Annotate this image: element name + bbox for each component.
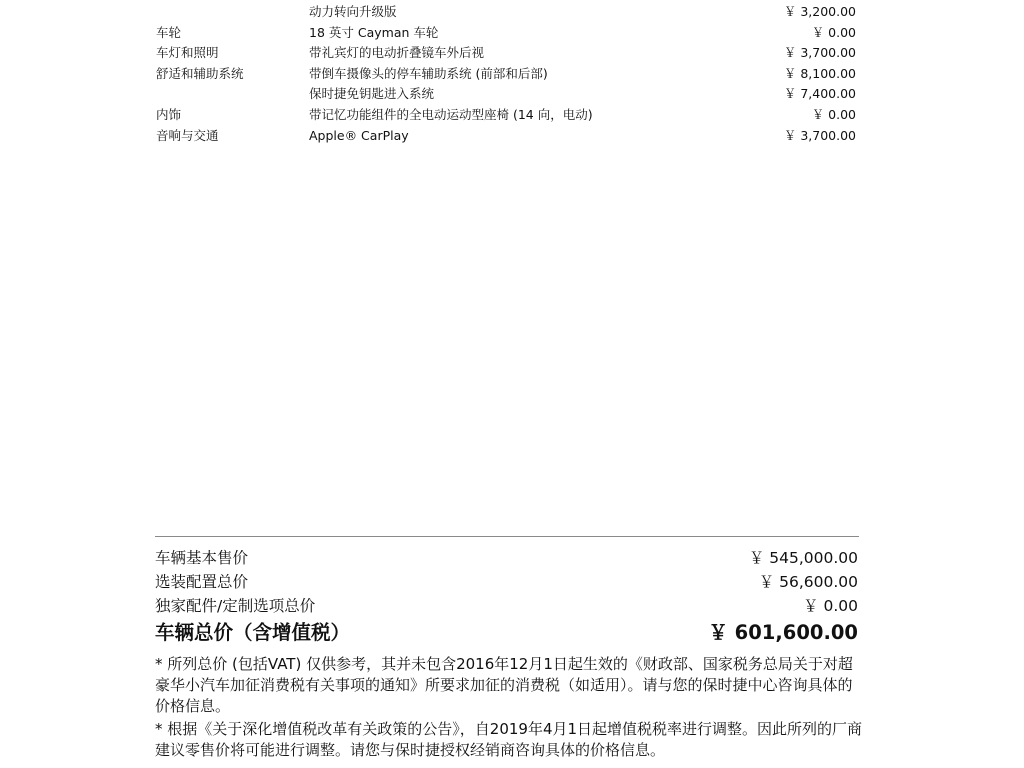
option-description: 带礼宾灯的电动折叠镜车外后视: [309, 45, 485, 61]
option-description: 动力转向升级版: [309, 4, 397, 19]
option-category: 舒适和辅助系统: [156, 65, 244, 81]
option-price: ￥ 3,700.00: [783, 45, 856, 61]
options-total-label: 选装配置总价: [155, 573, 249, 591]
option-row: [156, 2, 858, 23]
options-total-row: [155, 570, 859, 594]
option-price: ￥ 3,200.00: [783, 4, 856, 19]
option-row: [156, 64, 858, 85]
option-category: 车轮: [156, 24, 182, 40]
option-row: [156, 23, 858, 44]
option-row: [156, 126, 858, 147]
option-price: ￥ 3,700.00: [783, 127, 856, 143]
option-category: 内饰: [156, 106, 182, 122]
option-row: [156, 84, 858, 105]
options-table: [156, 2, 858, 146]
option-price: ￥ 8,100.00: [783, 65, 856, 81]
exclusive-total-value: ￥ 0.00: [803, 597, 858, 615]
option-price: ￥ 7,400.00: [783, 86, 856, 102]
footnote-vat-adjustment: * 根据《关于深化增值税改革有关政策的公告》，自2019年4月1日起增值税税率进行调整。因此所列的厂商建议零售价将可能进行调整。请您与保时捷授权经销商咨询具体的价格信息。: [155, 720, 863, 759]
summary-divider: [155, 536, 859, 537]
base-price-label: 车辆基本售价: [155, 549, 249, 567]
option-description: 18 英寸 Cayman 车轮: [309, 24, 439, 40]
grand-total-label: 车辆总价（含增值税）: [155, 621, 351, 644]
option-description: 带倒车摄像头的停车辅助系统 (前部和后部): [309, 65, 548, 81]
option-row: [156, 105, 858, 126]
footnotes: [155, 654, 867, 763]
grand-total-value: ￥ 601,600.00: [708, 621, 858, 644]
options-total-value: ￥ 56,600.00: [758, 573, 858, 591]
option-row: [156, 43, 858, 64]
footnote-consumption-tax: * 所列总价 (包括VAT) 仅供参考，其并未包含2016年12月1日起生效的《财政部、国家税务总局关于对超豪华小汽车加征消费税有关事项的通知》所要求加征的消费税（如适用）。请与您的保时捷中心咨询具体的价格信息。: [155, 655, 853, 715]
option-description: Apple® CarPlay: [309, 127, 409, 143]
option-category: 音响与交通: [156, 127, 219, 143]
option-description: 保时捷免钥匙进入系统: [309, 86, 435, 102]
base-price-row: [155, 546, 859, 570]
exclusive-total-label: 独家配件/定制选项总价: [155, 597, 316, 615]
option-category: 车灯和照明: [156, 45, 219, 61]
base-price-value: ￥ 545,000.00: [748, 549, 858, 567]
grand-total-row: [155, 618, 859, 647]
exclusive-total-row: [155, 594, 859, 618]
option-price: ￥ 0.00: [811, 106, 856, 122]
option-price: ￥ 0.00: [811, 24, 856, 40]
price-summary: [155, 546, 859, 647]
option-description: 带记忆功能组件的全电动运动型座椅 (14 向，电动): [309, 106, 593, 122]
